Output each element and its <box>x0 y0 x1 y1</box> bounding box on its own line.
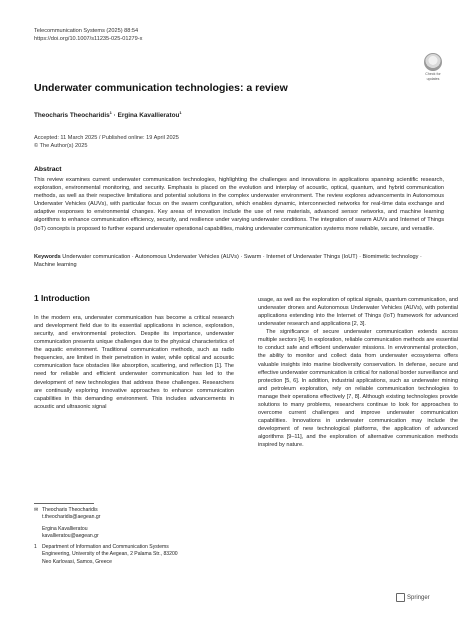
abstract-heading: Abstract <box>34 166 62 173</box>
keywords-text: Underwater communication · Autonomous Underwater Vehicles (AUVs) · Swarm · Internet of Underwater Things (IoUT) · Biomimetic technology · Machine learning <box>34 254 422 269</box>
crossmark-icon <box>424 53 442 71</box>
affiliation-line-2: Engineering, University of the Aegean, 2 Palama Str., 83200 <box>42 551 178 558</box>
publisher-name: Springer <box>407 594 430 601</box>
author-separator: · <box>111 112 118 120</box>
left-column <box>34 314 234 411</box>
author-2-name: Ergina Kavallieratou <box>42 525 88 532</box>
author-2-affil: 1 <box>179 110 182 115</box>
affiliation-line-3: Neo Karlovasi, Samos, Greece <box>42 558 112 565</box>
corresponding-author-name: Theocharis Theocharidis <box>42 507 98 513</box>
doi-link[interactable]: https://doi.org/10.1007/s11235-025-01279-x <box>34 35 143 42</box>
springer-horse-icon <box>396 593 405 602</box>
publication-dates <box>34 135 179 150</box>
author-1-affil: 1 <box>109 110 112 115</box>
intro-paragraph-2: The significance of secure underwater communication extends across multiple sectors [4]. In exploration, reliable communication methods are essential to conduct safe and efficient underwater missions. In environmental protection, the ability to monitor and collect data from underwater ecosystems offers valuable insights into marine biodiversity conservation. In defense, secure and effective underwater communication is critical for national border surveillance and protection [5, 6]. In addition, industrial applications, such as underwater mining and petroleum exploration, rely on reliable communication technologies to manage their operations effectively [7, 8]. Although existing technologies provide solutions to many problems, researchers continue to look for approaches to overcome current challenges and improve underwater communication capabilities. Innovations in underwater communication may include the development of new technological platforms, the application of advanced algorithms [9–11], and the exploration of alternative communication methods inspired by nature. <box>258 329 458 449</box>
crossmark-badge[interactable] <box>418 53 448 81</box>
keywords-block <box>34 253 444 269</box>
author-2-email[interactable]: kavallieratou@aegean.gr <box>42 532 99 539</box>
publisher-logo <box>396 593 430 602</box>
keywords-label: Keywords <box>34 254 61 260</box>
section-heading-introduction: 1 Introduction <box>34 293 90 303</box>
envelope-icon: ✉ <box>34 507 39 513</box>
accepted-published-line: Accepted: 11 March 2025 / Published online: 19 April 2025 <box>34 135 179 141</box>
author-2[interactable]: Ergina Kavallieratou <box>117 112 180 120</box>
affiliation-marker: 1 <box>34 544 37 551</box>
footnote-rule <box>34 503 94 504</box>
author-1[interactable]: Theocharis Theocharidis <box>34 112 110 120</box>
author-1-email[interactable]: t.theocharidis@aegean.gr <box>42 514 101 521</box>
author-list <box>34 110 182 119</box>
journal-citation: Telecommunication Systems (2025) 88:54 <box>34 28 139 34</box>
copyright-line: © The Author(s) 2025 <box>34 142 88 149</box>
abstract-text: This review examines current underwater communication technologies, highlighting the challenges and innovations in applications spanning scientific research, exploration, environmental monitoring, and security. Emphasis is placed on the evolution and interplay of acoustic, optical, quantum, and hybrid communication methods, as well as their respective limitations and potential solutions in the complex underwater environment. The review explores advancements in Autonomous Underwater Vehicles (AUVs), with particular focus on the swarm configuration, which enables dynamic, interconnected networks for real-time data exchange and adaptive responses to environmental changes. Key areas of innovation include the use of new materials, advanced sensor networks, and machine learning algorithms to enhance communication efficiency, security, and resilience under varying underwater conditions. The integration of swarm AUVs and Internet of Things (IoT) concepts is proposed to further expand underwater operational capabilities, making underwater communication systems more reliable, secure, and versatile. <box>34 177 444 232</box>
footnotes <box>34 503 234 566</box>
crossmark-label-2: updates <box>426 77 440 81</box>
crossmark-label-1: Check for <box>425 72 441 76</box>
journal-header <box>34 28 142 43</box>
intro-paragraph-1-continued: usage, as well as the exploration of optical signals, quantum communication, and underwater drones and Autonomous Underwater Vehicles (AUVs), with potential applications extending into the Internet of Things (IoT) framework for advanced underwater research and applications [2, 3]. <box>258 297 458 328</box>
right-column <box>258 296 458 449</box>
paper-title: Underwater communication technologies: a review <box>34 82 288 94</box>
intro-paragraph-1: In the modern era, underwater communication has become a critical research and development field due to its essential applications in science, exploration, security, and environmental protection. Despite its importance, underwater communication presents unique challenges due to the physical characteristics of the aquatic environment. Traditional communication methods, such as radio frequencies, are limited in their penetration in water, while optical and acoustic communication face obstacles like absorption, scattering, and reflection [1]. The need for reliable and efficient underwater communication has led to the development of new technologies that address these challenges. Researchers are continually exploring innovative approaches to enhance communication capabilities in this demanding environment. This includes advancements in acoustic and ultrasonic signal <box>34 315 234 410</box>
affiliation-line-1: Department of Information and Communication Systems <box>42 544 169 551</box>
